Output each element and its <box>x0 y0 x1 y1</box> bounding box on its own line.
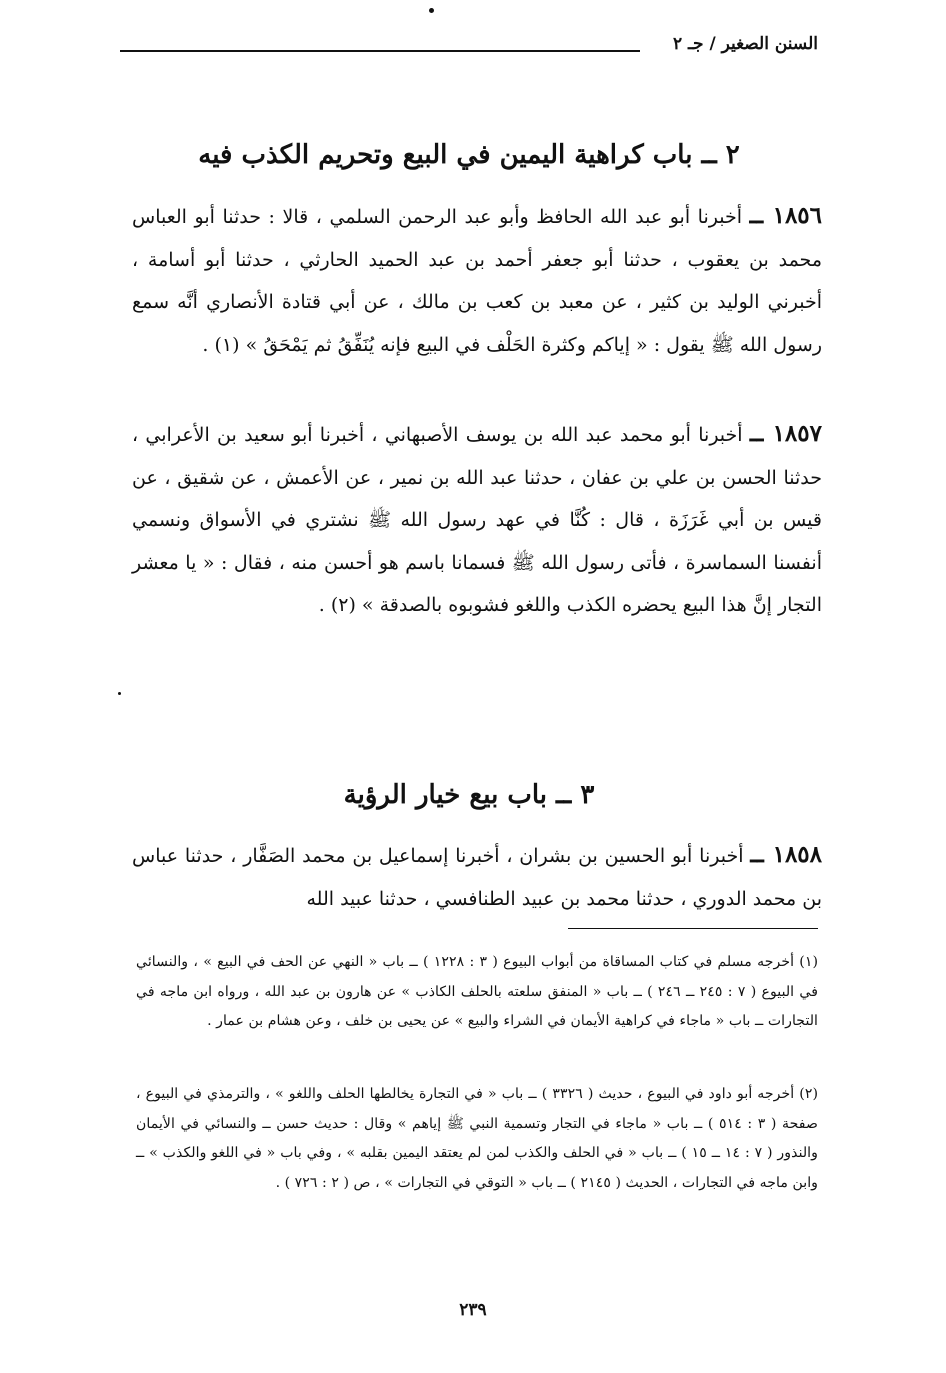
ink-speck <box>118 692 121 695</box>
hadith-number: ١٨٥٦ ــ <box>749 202 823 229</box>
hadith-text: أخبرنا أبو الحسين بن بشران ، أخبرنا إسماعيل بن محمد الصَفَّار ، حدثنا عباس بن محمد الدوري ، حدثنا محمد بن عبيد الطنافسي ، حدثنا عبيد الله <box>132 845 822 910</box>
hadith-text: أخبرنا أبو محمد عبد الله بن يوسف الأصبهاني ، أخبرنا أبو سعيد بن الأعرابي ، حدثنا الحسن بن علي بن عفان ، حدثنا عبد الله بن نمير ، عن الأعمش ، عن شقيق ، عن قيس بن أبي غَرَزَة ، قال : كُنَّا في عهد رسول الله ﷺ نشتري في الأسواق ونسمي أنفسنا السماسرة ، فأتى رسول الله ﷺ فسمانا باسم هو أحسن منه ، فقال : « يا معشر التجار إنَّ هذا البيع يحضره الكذب واللغو فشوبوه بالصدقة » (٢) . <box>132 424 822 616</box>
hadith-paragraph <box>132 834 822 920</box>
hadith-number: ١٨٥٧ ــ <box>749 420 822 447</box>
hadith-number: ١٨٥٨ ــ <box>750 841 823 868</box>
header-rule <box>120 50 640 52</box>
chapter-heading: ٣ ــ باب بيع خيار الرؤية <box>343 780 595 810</box>
footnote-separator <box>568 928 818 929</box>
running-header <box>120 34 818 58</box>
footnote: (١) أخرجه مسلم في كتاب المساقاة من أبواب البيوع ( ٣ : ١٢٢٨ ) ــ باب « النهي عن الحف في البيع » ، والنسائي في البيوع ( ٧ : ٢٤٥ ــ ٢٤٦ ) ــ باب « المنفق سلعته بالحلف الكاذب » عن هارون بن عبد الله ، ورواه ابن ماجه في التجارات ــ باب « ماجاء في كراهية الأيمان في الشراء والبيع » عن يحيى بن خلف ، وعن هشام بن عمار . <box>136 954 818 1029</box>
hadith-paragraph <box>132 195 822 366</box>
running-title: السنن الصغير / جـ ٢ <box>672 34 818 54</box>
hadith-text: أخبرنا أبو عبد الله الحافظ وأبو عبد الرحمن السلمي ، قالا : حدثنا أبو العباس محمد بن يعقوب ، حدثنا أبو جعفر أحمد بن عبد الحميد الحارثي ، حدثنا أبو أسامة ، أخبرني الوليد بن كثير ، عن معبد بن كعب بن مالك ، عن أبي قتادة الأنصاري أنَّه سمع رسول الله ﷺ يقول : « إياكم وكثرة الحَلْف في البيع فإنه يُنَفِّقُ ثم يَمْحَقُ » (١) . <box>132 206 822 356</box>
hadith-paragraph <box>132 413 822 627</box>
ink-speck <box>429 8 434 13</box>
chapter-heading: ٢ ــ باب كراهية اليمين في البيع وتحريم الكذب فيه <box>198 140 740 170</box>
footnote: (٢) أخرجه أبو داود في البيوع ، حديث ( ٣٣٢٦ ) ــ باب « في التجارة يخالطها الحلف واللغو » ، والترمذي في البيوع ، صفحة ( ٣ : ٥١٤ ) ــ باب « ماجاء في التجار وتسمية النبي ﷺ إياهم » وقال : حديث حسن ــ والنسائي في الأيمان والنذور ( ٧ : ١٤ ــ ١٥ ) ــ باب « في الحلف والكذب لمن لم يعتقد اليمين بقلبه » ، وفي باب « في اللغو والكذب » ــ وابن ماجه في التجارات ، الحديث ( ٢١٤٥ ) ــ باب « التوقي في التجارات » ، ص ( ٢ : ٧٢٦ ) . <box>136 1086 818 1191</box>
page-number: ٢٣٩ <box>459 1300 487 1320</box>
